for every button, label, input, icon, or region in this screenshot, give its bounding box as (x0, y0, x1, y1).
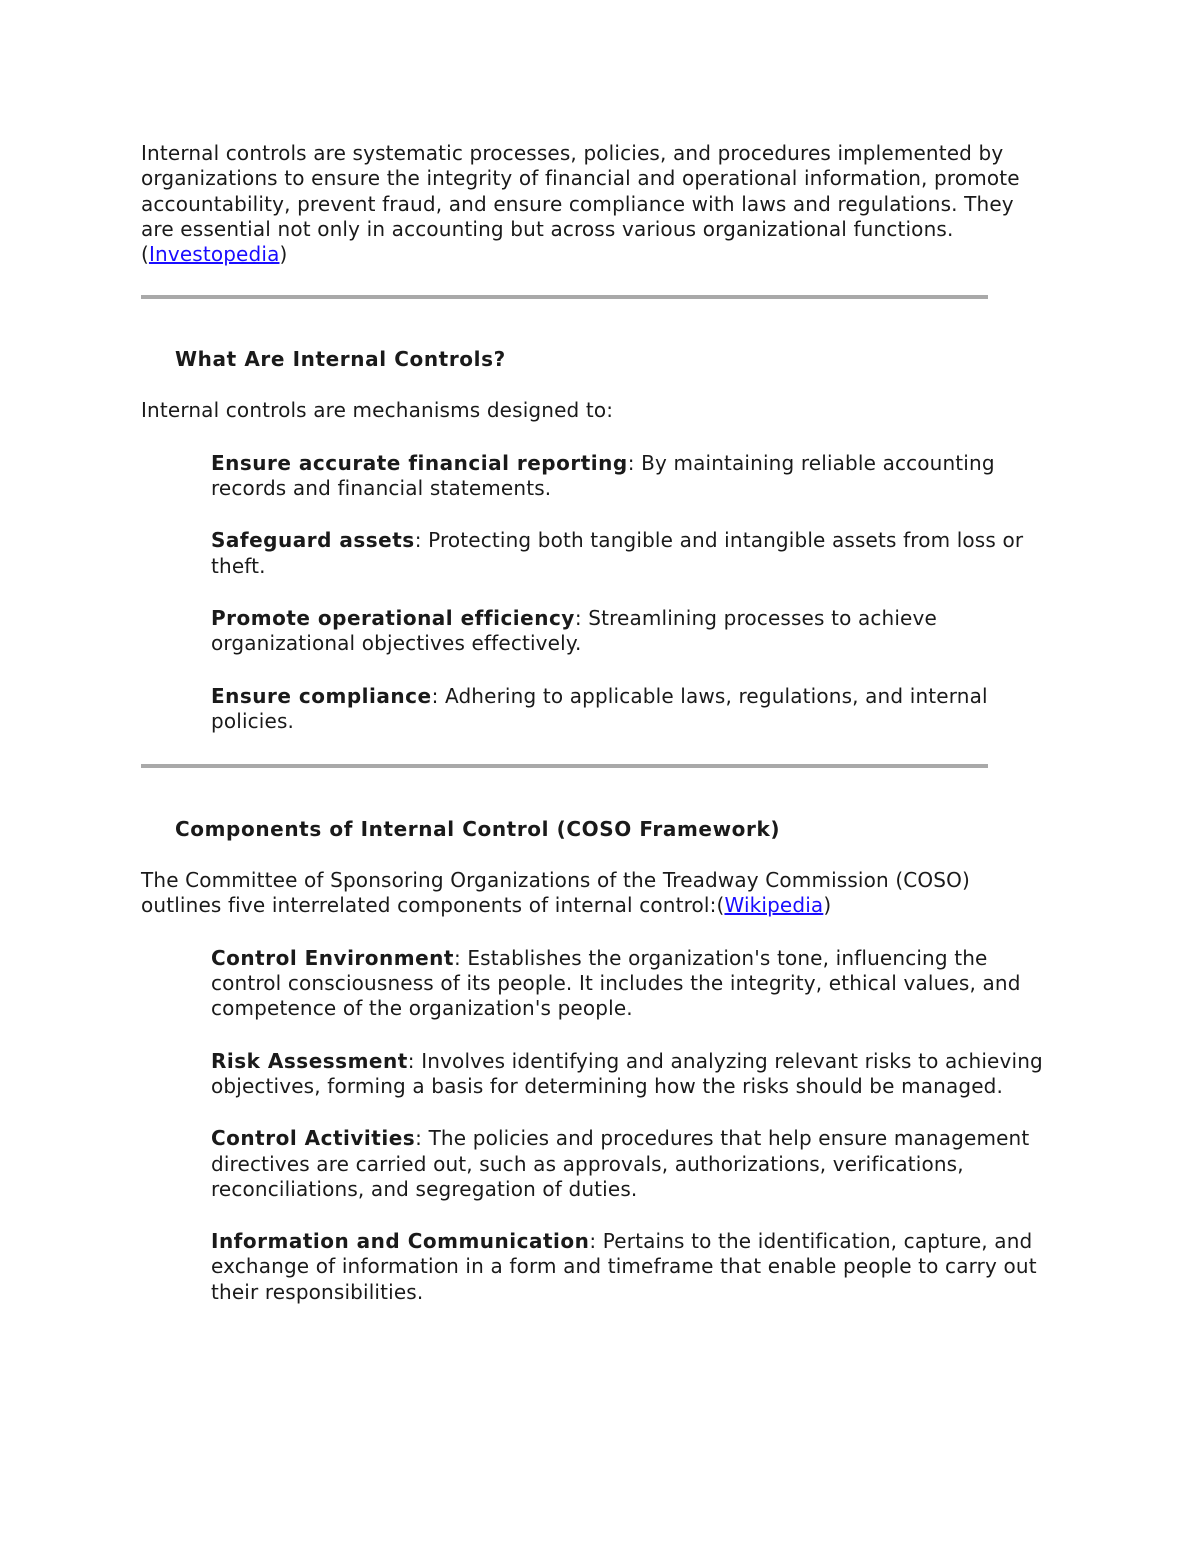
section-heading-components-of-internal-control: Components of Internal Control (COSO Framework) (175, 817, 781, 842)
list-item (211, 1229, 1056, 1305)
list-item (211, 528, 1056, 579)
list-item (211, 1049, 1056, 1100)
section1-list (141, 451, 1056, 734)
list-item (211, 946, 1056, 1022)
list-item-term: Ensure accurate financial reporting (211, 450, 628, 475)
list-item (211, 684, 1056, 735)
section2-lead-text: The Committee of Sponsoring Organizations of the Treadway Commission (COSO) outlines five interrelated components of internal control: (141, 868, 970, 918)
list-item-term: Information and Communication (211, 1229, 590, 1254)
list-item-term: Control Environment (211, 945, 454, 970)
list-item-desc: : Establishes the organization's tone, influencing the control consciousness of its people. It includes the integrity, ethical values, and competence of the organization's people. (211, 945, 1021, 1021)
intro-link-close: ) (279, 242, 288, 267)
list-item-term: Promote operational efficiency (211, 605, 575, 630)
intro-link-open: ( (141, 242, 149, 267)
section2-link-open: ( (716, 893, 725, 918)
wikipedia-link[interactable]: Wikipedia (724, 893, 824, 918)
list-item (211, 1126, 1056, 1202)
section-heading-what-are-internal-controls: What Are Internal Controls? (175, 347, 506, 372)
list-item-desc: : Pertains to the identification, capture, and exchange of information in a form and timeframe that enable people to carry out their responsibilities. (211, 1229, 1037, 1304)
intro-paragraph (141, 141, 1041, 267)
section2-link-close: ) (823, 893, 832, 918)
list-item-term: Control Activities (211, 1126, 416, 1151)
list-item (211, 606, 1056, 657)
list-item-desc: : By maintaining reliable accounting records and financial statements. (211, 450, 995, 501)
investopedia-link[interactable]: Investopedia (148, 242, 280, 267)
list-item-term: Safeguard assets (211, 528, 415, 553)
list-item-desc: : Adhering to applicable laws, regulations, and internal policies. (211, 683, 988, 733)
section2-lead (141, 868, 1041, 919)
document-page (141, 141, 1056, 1305)
section2-list (141, 946, 1056, 1305)
horizontal-rule (141, 295, 988, 299)
section1-lead: Internal controls are mechanisms designed to: (141, 398, 614, 423)
horizontal-rule (141, 764, 988, 768)
list-item-term: Risk Assessment (211, 1048, 408, 1073)
list-item-desc: : Streamlining processes to achieve organizational objectives effectively. (211, 605, 937, 656)
intro-text: Internal controls are systematic processes, policies, and procedures implemented by organizations to ensure the integrity of financial and operational information, promote accountability, prevent fraud, and ensure compliance with laws and regulations. They are essential not only in accounting but across various organizational functions. (141, 141, 1020, 241)
list-item-desc: : The policies and procedures that help ensure management directives are carried out, such as approvals, authorizations, verifications, reconciliations, and segregation of duties. (211, 1126, 1030, 1201)
list-item-term: Ensure compliance (211, 683, 432, 708)
list-item (211, 451, 1056, 502)
list-item-desc: : Protecting both tangible and intangible assets from loss or theft. (211, 528, 1024, 578)
list-item-desc: : Involves identifying and analyzing relevant risks to achieving objectives, forming a basis for determining how the risks should be managed. (211, 1048, 1043, 1098)
